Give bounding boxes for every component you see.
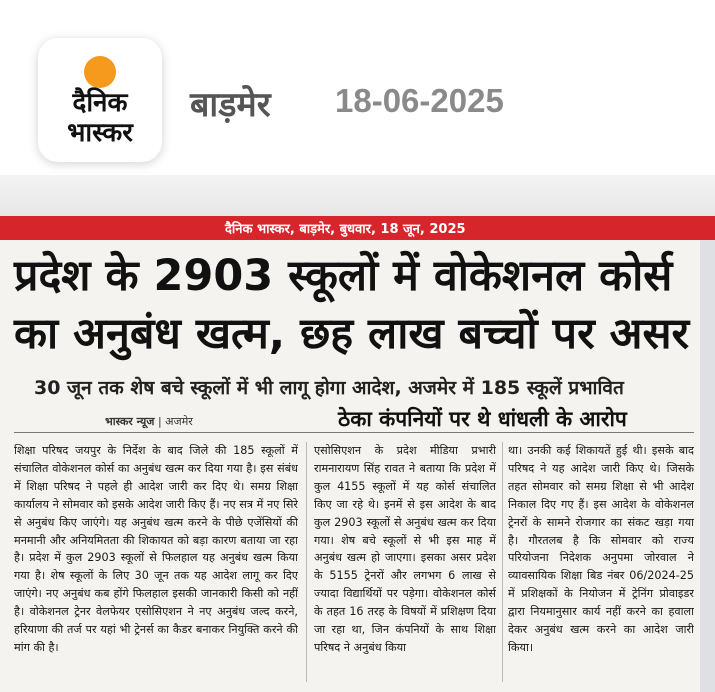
app-header [0, 0, 715, 185]
headline-line-1: प्रदेश के 2903 स्कूलों में वोकेशनल कोर्स [14, 251, 673, 301]
byline [105, 414, 193, 429]
masthead-text: दैनिक भास्कर, बाड़मेर, बुधवार, 18 जून, 2025 [225, 222, 466, 237]
divider [14, 432, 694, 433]
edition-date: 18-06-2025 [335, 82, 504, 119]
article-column-1: शिक्षा परिषद जयपुर के निर्देश के बाद जिले की 185 स्कूलों में संचालित वोकेशनल कोर्स का अनुबंध खत्म कर दिया गया है। इस संबंध में शिक्षा परिषद ने पहले ही आदेश जारी कर दिए थे। समग्र शिक्षा कार्यालय ने सोमवार को इसके आदेश जारी किए हैं। नए सत्र में नए सिरे से अनुबंध किए जाएंगे। यह अनुबंध खत्म करने के पीछे एजेंसियों की मनमानी और अनियमितता की शिकायत को बड़ा कारण बताया जा रहा है। प्रदेश में कुल 2903 स्कूलों से फिलहाल यह अनुबंध खत्म किया गया है। शेष स्कूलों के लिए 30 जून तक यह आदेश लागू कर दिए जाएंगे। नए अनुबंध कब होंगे फिलहाल इसकी जानकारी किसी को नहीं है। वोकेशनल ट्रेनर वेलफेयर एसोसिएशन ने नए अनुबंध जल्द करने, हरियाणा की तर्ज पर यहां भी ट्रेनर्स का कैडर बनाकर नियुक्ति करने की मांग की है। [14, 444, 298, 654]
headline-line-2: का अनुबंध खत्म, छह लाख बच्चों पर असर [14, 309, 690, 359]
byline-source: भास्कर न्यूज [105, 415, 155, 428]
sun-logo-icon [84, 56, 116, 88]
byline-separator: | [157, 415, 166, 428]
column-divider [502, 442, 503, 682]
column-divider [306, 442, 307, 682]
dainik-bhaskar-logo[interactable] [38, 38, 162, 162]
logo-text: दैनिक भास्कर [67, 88, 133, 148]
newspaper-masthead-strip [0, 216, 715, 240]
section-heading: ठेका कंपनियों पर थे धांधली के आरोप [338, 407, 627, 431]
article-column-2: एसोसिएशन के प्रदेश मीडिया प्रभारी रामनारायण सिंह रावत ने बताया कि प्रदेश में कुल 4155 स्कूलों में यह कोर्स संचालित किए जा रहे थे। इनमें से इस आदेश के बाद कुल 2903 स्कूलों से अनुबंध खत्म कर दिया गया। शेष बचे स्कूलों से भी इस माह में अनुबंध खत्म हो जाएगा। इसका असर प्रदेश के 5155 ट्रेनरों और लगभग 6 लाख से ज्यादा विद्यार्थियों पर पड़ेगा। वोकेशनल कोर्स के तहत 16 तरह के विषयों में प्रशिक्षण दिया जा रहा था, जिन कंपनियों के साथ शिक्षा परिषद ने अनुबंध किया [314, 444, 496, 654]
clipping-top-strip [0, 175, 715, 217]
byline-place: अजमेर [165, 415, 193, 428]
subheadline: 30 जून तक शेष बचे स्कूलों में भी लागू होगा आदेश, अजमेर में 185 स्कूलें प्रभावित [34, 377, 624, 399]
adjacent-page-edge [700, 240, 715, 692]
edition-city: बाड़मेर [190, 85, 271, 125]
article-column-3: था। उनकी कई शिकायतें हुई थी। इसके बाद परिषद ने यह आदेश जारी किए थे। जिसके तहत सोमवार को समग्र शिक्षा से भी आदेश निकाल दिए गए हैं। इस आदेश के वोकेशनल ट्रेनरों के सामने रोजगार का संकट खड़ा गया है। गौरतलब है कि सोमवार को राज्य परियोजना निदेशक अनुपमा जोरवाल ने व्यावसायिक शिक्षा बिड नंबर 06/2024-25 में प्रशिक्षकों के नियोजन में ट्रेनिंग प्रोवाइडर द्वारा नियमानुसार कार्य नहीं करने का हवाला देकर अनुबंध खत्म करने का आदेश जारी किया। [508, 444, 694, 654]
